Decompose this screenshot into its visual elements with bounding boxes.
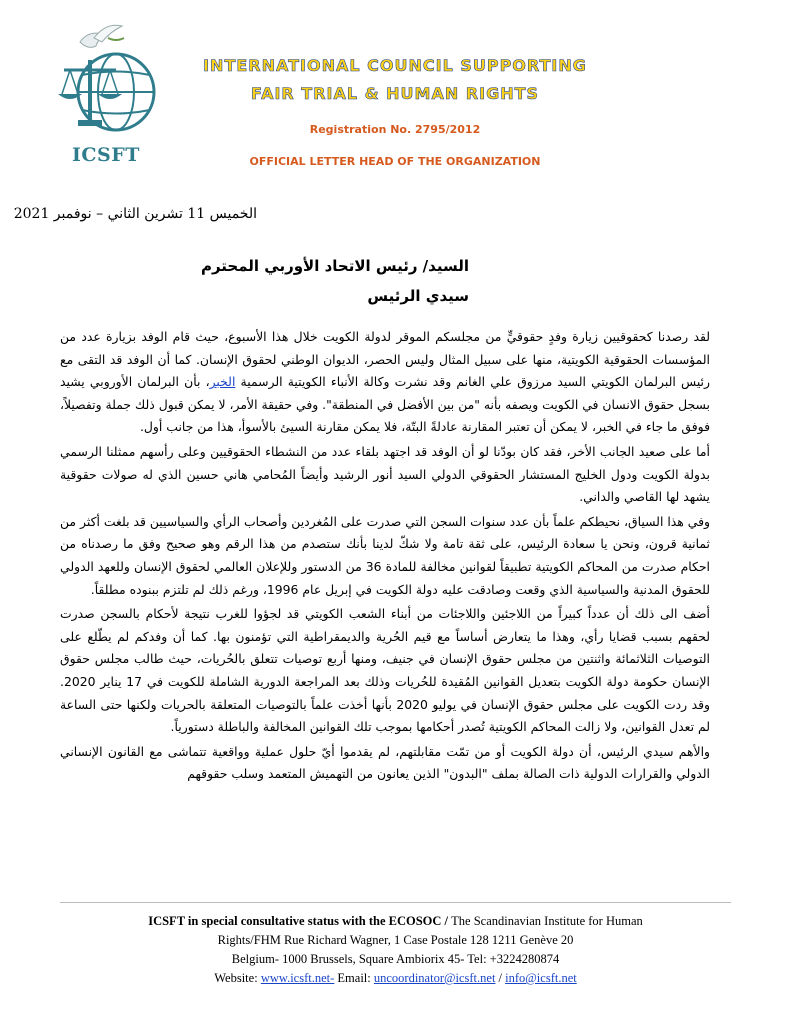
website-link[interactable]: www.icsft.net- xyxy=(260,971,335,985)
email-separator: / xyxy=(495,971,506,985)
paragraph-4: أضف الى ذلك أن عدداً كبيراً من اللاجئين واللاجئات من أبناء الشعب الكويتي قد لجؤوا للغرب نتيجة لأحكام بالسجن صدرت لحقهم بسبب قضايا رأي، وهذا ما يتعارض أساساً مع قيم الحُرية والديمقراطية التي تؤمنون بها. كما أن وفدكم لم يطّلع على التوصيات الثلاثمائة واثنتين من مجلس حقوق الإنسان في جنيف، ومنها أربع توصيات تتعلق بالحُريات، حيث طالب مجلس حقوق الإنسان حكومة دولة الكويت بتعديل القوانين المُقيدة للحُريات وذلك بعد المراجعة الدورية الشاملة للكويت في 17 يناير 2020. وقد ردت الكويت على مجلس حقوق الإنسان في يوليو 2020 بأنها أخذت علماً بالتوصيات المتعلقة بالحريات ولكنها حتى الساعة لم تعدل القوانين، ولا زالت المحاكم الكويتية تُصدر أحكامها بموجب تلك القوانين المخالفة والباطلة دستورياً. xyxy=(60,606,710,735)
paragraph-5: والأهم سيدي الرئيس، أن دولة الكويت أو من تمّت مقابلتهم، لم يقدموا أيّ حلول عملية وواقعية تتماشى مع القانون الإنساني الدولي والقرارات الدولية ذات الصالة بملف "البدون" الذين يعانون من التهميش المتعمد وسلب حقوقهم xyxy=(60,743,710,782)
registration-number: Registration No. 2795/2012 xyxy=(309,123,481,136)
organization-name-line1: INTERNATIONAL COUNCIL SUPPORTING xyxy=(203,56,587,75)
footer-line-4 xyxy=(60,969,731,988)
letter-salutation: سيدي الرئيس xyxy=(367,287,469,305)
paragraph-2: أما على صعيد الجانب الأخر، فقد كان بودّنا لو أن الوفد قد اجتهد بلقاء عدد من النشطاء الحقوقيين وعلى رأسهم ممثلنا الرسمي بدولة الكويت ودول الخليج المستشار الحقوقي الدولي السيد أنور الرشيد وأيضاً المُحامي هاني حسين الذي له صولات حقوقية يشهد لها القاصي والداني. xyxy=(60,443,710,505)
letter-footer xyxy=(60,912,731,988)
letter-date: الخميس 11 تشرين الثاني – نوفمبر 2021 xyxy=(13,206,257,222)
paragraph-1-part-a: لقد رصدنا كحقوقيين زيارة وفدٍ حقوقيٍّ من مجلسكم الموقر لدولة الكويت خلال هذا الأسبوع، حيث قام الوفد بزيارة عدد من المؤسسات الحقوقية الكويتية، منها على سبيل المثال وليس الحصر، الديوان الوطني لحقوق الإنسان. كما أن الوفد قد التقى مع رئيس البرلمان الكويتي السيد مرزوق علي الغانم وقد نشرت وكالة الأنباء الكويتية الرسمية xyxy=(60,329,710,390)
organization-logo xyxy=(50,20,162,172)
footer-divider xyxy=(60,902,731,903)
official-letterhead-label: OFFICIAL LETTER HEAD OF THE ORGANIZATION xyxy=(249,155,541,168)
news-link[interactable]: الخبر xyxy=(209,374,236,390)
footer-line-2: Rights/FHM Rue Richard Wagner, 1 Case Postale 128 1211 Genève 20 xyxy=(217,933,574,947)
website-label: Website: xyxy=(214,971,261,985)
email-label: Email: xyxy=(334,971,374,985)
email-link-info[interactable]: info@icsft.net xyxy=(505,971,577,985)
letter-addressee: السيد/ رئيس الاتحاد الأوربي المحترم xyxy=(200,257,469,275)
paragraph-1 xyxy=(60,326,710,439)
paragraph-3: وفي هذا السياق، نحيطكم علماً بأن عدد سنوات السجن التي صدرت على المُغردين وأصحاب الرأي والسياسيين قد بلغت أكثر من ثمانية قرون، ونحن يا سعادة الرئيس، على ثقة تامة ولا شكّ لدينا بأنك ستصدم من هذا الرقم وهو صحيح وفق ما رصدناه من احكام صدرت من المحاكم الكويتية تطبيقاً لقوانين مخالفة للمادة 36 من الدستور وللإعلان العالمي لحقوق الإنسان وللعهد الدولي للحقوق المدنية والسياسية الذي وقعت وصادقت عليه دولة الكويت في إبريل عام 1996، ورغم ذلك لم تلتزم ببنوده مطلقاً. xyxy=(59,513,710,597)
footer-institute-text: The Scandinavian Institute for Human xyxy=(451,914,643,928)
footer-status-text: ICSFT in special consultative status with the ECOSOC / xyxy=(148,914,452,928)
letter-body xyxy=(60,326,710,788)
email-link-uncoordinator[interactable]: uncoordinator@icsft.net xyxy=(373,971,496,985)
footer-line-1 xyxy=(60,912,731,931)
logo-text: ICSFT xyxy=(72,144,140,166)
footer-line-3: Belgium- 1000 Brussels, Square Ambiorix 45- Tel: +3224280874 xyxy=(231,952,560,966)
dove-scales-globe-icon xyxy=(50,20,162,140)
organization-name-line2: FAIR TRIAL & HUMAN RIGHTS xyxy=(250,84,540,103)
paragraph-1-part-b: ، بأن البرلمان الأوروبي يشيد بسجل حقوق الانسان في الكويت ويصفه بأنه "من بين الأفضل في المنطقة". وفي حقيقة الأمر، لا يمكن قبول ذلك جملة وتفصيلاً، فوفق ما جاء في الخبر، لا يمكن أن تعتبر المقارنة عادلةً البتّة، فلا يمكن مقارنة السيئ بالأسوأ، هذا من جانب أول. xyxy=(60,374,710,435)
